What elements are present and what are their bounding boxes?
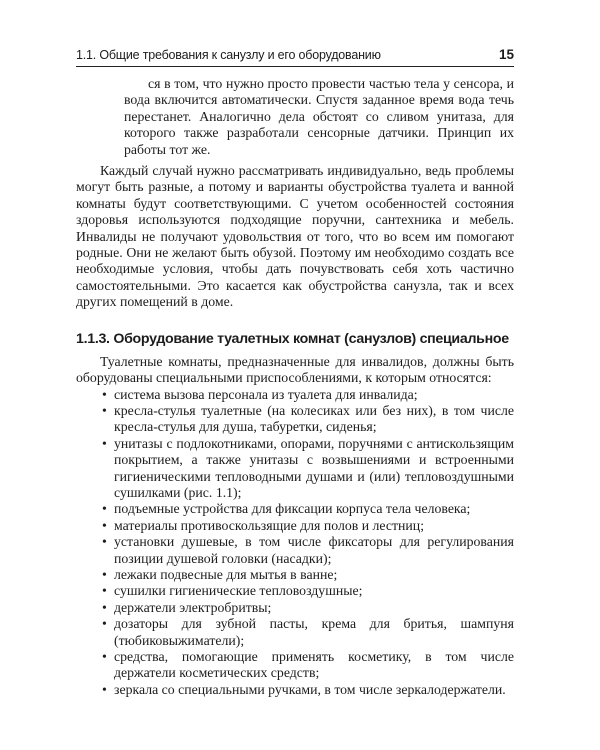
list-item xyxy=(76,649,514,682)
body-paragraph: Каждый случай нужно рассматривать индивидуально, ведь проблемы могут быть разные, а потому и варианты обустройства туалета и ванной комнаты будут соответствующими. С учетом особенностей состояния здоровья используются подходящие поручни, сантехника и мебель. Инвалиды не получают удовольствия от того, что во всем им помогают родные. Они не желают быть обузой. Поэтому им необходимо создать все необходимые условия, чтобы дать почувствовать себя хоть частично самостоятельными. Это касается как обустройства санузла, так и всех других помещений в доме. xyxy=(76,163,514,310)
list-item xyxy=(76,682,514,698)
list-item-text: лежаки подвесные для мытья в ванне; xyxy=(114,566,338,582)
list-item xyxy=(76,403,514,436)
list-item-text: подъемные устройства для фиксации корпуса тела человека; xyxy=(114,501,471,517)
bullet-icon: • xyxy=(102,517,107,533)
list-item-text: установки душевые, в том числе фиксаторы для регулирования позиции душевой головки (насадки); xyxy=(114,534,514,566)
bullet-icon: • xyxy=(102,501,107,517)
bullet-icon: • xyxy=(102,534,107,550)
equipment-list xyxy=(76,387,514,699)
bullet-icon: • xyxy=(102,402,107,418)
list-item xyxy=(76,583,514,599)
list-item-text: сушилки гигиенические тепловоздушные; xyxy=(114,583,363,599)
bullet-icon: • xyxy=(102,681,107,697)
list-item xyxy=(76,436,514,502)
list-item xyxy=(76,534,514,567)
bullet-icon: • xyxy=(102,599,107,615)
bullet-icon: • xyxy=(102,566,107,582)
list-item xyxy=(76,616,514,649)
section-heading: 1.1.3. Оборудование туалетных комнат (санузлов) специальное xyxy=(76,330,509,347)
running-header xyxy=(76,48,514,67)
running-header-title: 1.1. Общие требования к санузлу и его оборудованию xyxy=(76,48,381,62)
page-body xyxy=(76,76,514,698)
list-item-text: материалы противоскользящие для полов и лестниц; xyxy=(114,517,425,533)
bullet-icon: • xyxy=(102,649,107,664)
page-number: 15 xyxy=(498,47,514,62)
list-item xyxy=(76,501,514,517)
list-item-text: средства, помогающие применять косметику, в том числе держатели косметических средств; xyxy=(114,649,514,681)
list-item xyxy=(76,387,514,403)
list-item-text: дозаторы для зубной пасты, крема для бритья, шампуня (тюбиковыжиматели); xyxy=(114,616,514,648)
list-item-text: зеркала со специальными ручками, в том числе зеркалодержатели. xyxy=(114,681,506,697)
list-item-text: система вызова персонала из туалета для инвалида; xyxy=(114,386,418,402)
continued-paragraph: ся в том, что нужно просто провести частью тела у сенсора, и вода включится автоматически. Спустя заданное время вода течь перестанет. Аналогично дела обстоят со сливом унитаза, для которого также разработали сенсорные датчики. Принцип их работы тот же. xyxy=(124,76,514,157)
bullet-icon: • xyxy=(102,386,107,402)
list-item-text: унитазы с подлокотниками, опорами, поручнями с антискользящим покрытием, а также унитазы с возвышениями и встроенными гигиеническими тепловодными душами и (или) тепловоздушными сушилками (рис. 1.1); xyxy=(114,435,514,500)
section-intro: Туалетные комнаты, предназначенные для инвалидов, должны быть оборудованы специальными приспособлениями, к которым относятся: xyxy=(76,353,514,386)
list-item xyxy=(76,518,514,534)
bullet-icon: • xyxy=(102,616,107,632)
bullet-icon: • xyxy=(102,583,107,599)
list-item xyxy=(76,567,514,583)
bullet-icon: • xyxy=(102,435,107,451)
list-item-text: держатели электробритвы; xyxy=(114,599,272,615)
list-item xyxy=(76,600,514,616)
list-item-text: кресла-стулья туалетные (на колесиках или без них), в том числе кресла-стулья для душа, табуретки, сиденья; xyxy=(114,402,514,435)
